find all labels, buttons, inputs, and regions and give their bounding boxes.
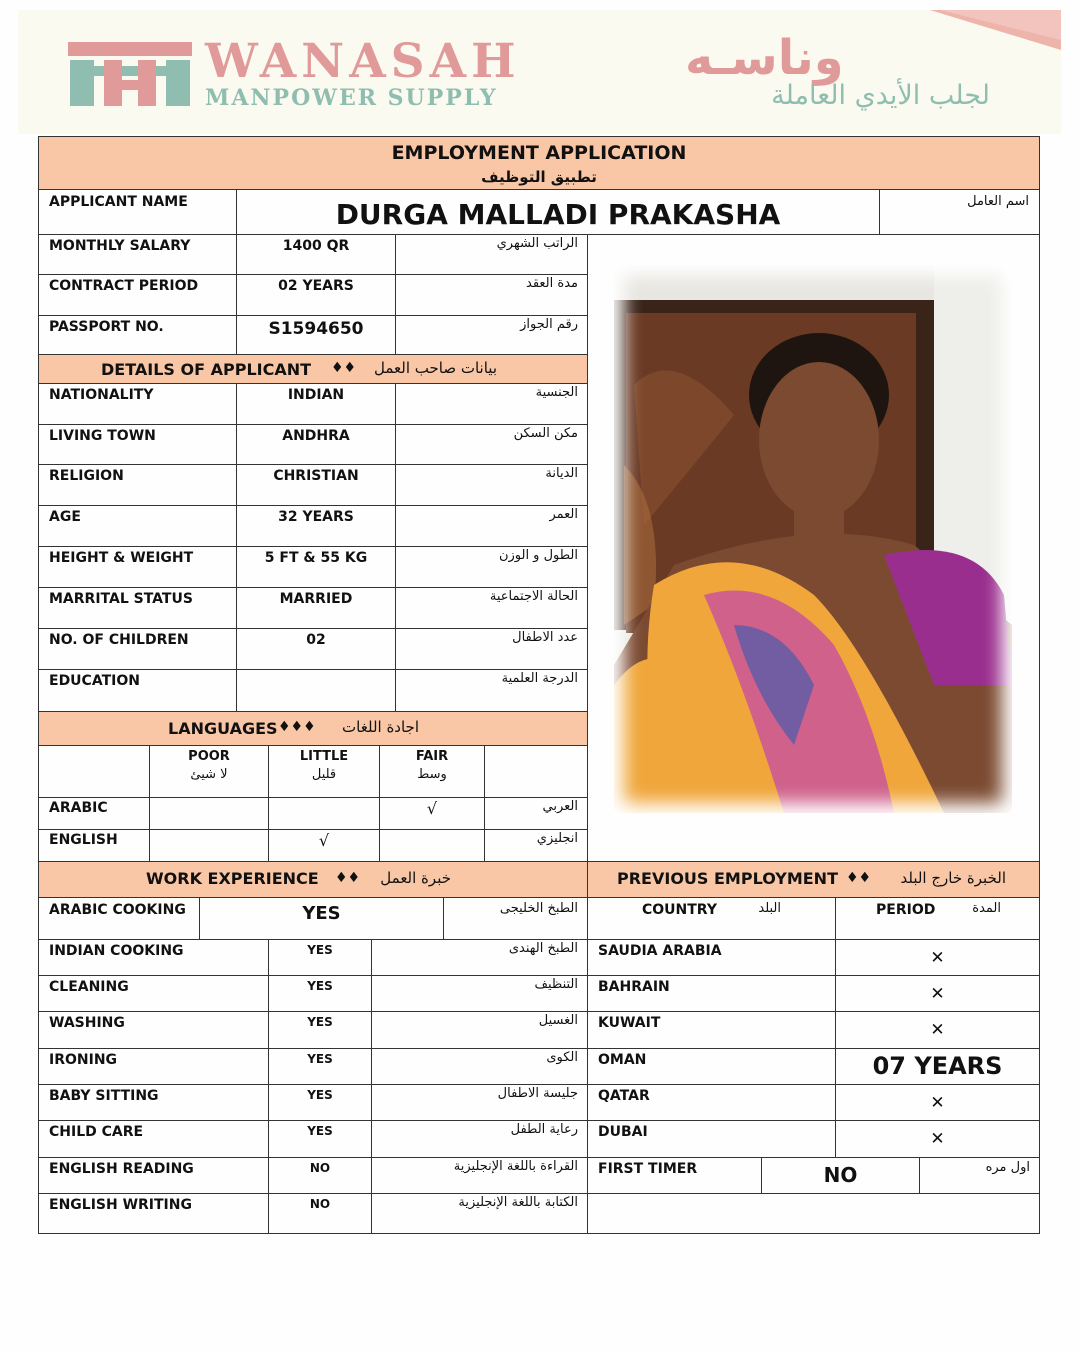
detail-label-cell (38, 628, 237, 670)
country-header-arabic: البلد (758, 901, 781, 916)
empty-bottom-right-cell (587, 1193, 1040, 1234)
period-value: 07 YEARS (872, 1052, 1003, 1080)
applicant-name-cell (236, 189, 880, 235)
detail-value: 02 (306, 632, 326, 648)
detail-label: AGE (49, 509, 81, 525)
detail-value-cell (236, 464, 396, 506)
detail-arabic-cell (395, 546, 588, 588)
work-first-label-cell (38, 897, 200, 940)
period-cell (835, 975, 1040, 1012)
work-value: YES (307, 1052, 333, 1066)
detail-label: LIVING TOWN (49, 428, 156, 444)
passport-label: PASSPORT NO. (49, 319, 164, 335)
country-cell (587, 975, 836, 1012)
work-first-value-cell (199, 897, 444, 940)
country-header-cell (587, 897, 836, 940)
passport-value: S1594650 (268, 319, 364, 339)
detail-label: RELIGION (49, 468, 124, 484)
details-heading-arabic: بيانات صاحب العمل (374, 359, 497, 377)
work-value: NO (309, 1161, 331, 1175)
work-heading: WORK EXPERIENCE (146, 869, 319, 888)
detail-value: INDIAN (287, 387, 345, 403)
previous-heading: PREVIOUS EMPLOYMENT (617, 869, 838, 888)
work-label-cell (38, 1157, 269, 1194)
language-label: ARABIC (49, 800, 108, 816)
detail-label-cell (38, 383, 237, 425)
level-little: LITTLE (299, 749, 349, 764)
country-name: SAUDIA ARABIA (598, 943, 722, 959)
level-poor: POOR (188, 749, 230, 764)
first-timer-label: FIRST TIMER (598, 1161, 698, 1177)
work-value-cell (268, 1084, 372, 1121)
contract-label-cell (38, 274, 237, 316)
level-fair-cell (379, 745, 485, 798)
work-value-cell (268, 1157, 372, 1194)
salary-label-arabic: الراتب الشهري (496, 236, 578, 251)
languages-heading-cell (38, 711, 588, 746)
period-header-cell (835, 897, 1040, 940)
wanasah-logo-icon (68, 40, 192, 108)
language-label-arabic: العربي (542, 799, 578, 814)
languages-corner-right (484, 745, 588, 798)
work-diamonds-icon: ♦♦ (335, 870, 361, 886)
details-diamonds-icon: ♦♦ (331, 360, 357, 376)
detail-value-cell (236, 628, 396, 670)
work-label-arabic: الكوى (546, 1050, 578, 1065)
passport-label-arabic: رقم الجواز (520, 317, 578, 332)
work-arabic-cell (371, 1048, 588, 1085)
language-fair-mark: √ (426, 799, 438, 818)
work-value: YES (307, 1015, 333, 1029)
work-label: IRONING (49, 1052, 118, 1068)
languages-heading-arabic: اجادة اللغات (342, 718, 419, 736)
country-header: COUNTRY (642, 902, 717, 918)
level-poor-arabic: لا شيئ (190, 767, 228, 782)
language-poor-cell (149, 797, 269, 830)
work-arabic-cell (371, 939, 588, 976)
detail-arabic-cell (395, 383, 588, 425)
detail-arabic-cell (395, 628, 588, 670)
work-arabic-cell (371, 1120, 588, 1158)
detail-value-cell (236, 383, 396, 425)
detail-label: NO. OF CHILDREN (49, 632, 189, 648)
detail-arabic-cell (395, 505, 588, 547)
language-poor-cell (149, 829, 269, 862)
salary-arabic-cell (395, 234, 588, 275)
work-label-cell (38, 975, 269, 1012)
language-little-cell (268, 797, 380, 830)
contract-value: 02 YEARS (278, 278, 354, 294)
language-label-cell (38, 829, 150, 862)
brand-tagline-arabic: لجلب الأيدي العاملة (771, 80, 990, 111)
country-name: BAHRAIN (598, 979, 670, 995)
detail-label-cell (38, 424, 237, 465)
period-none-mark: ✕ (930, 1020, 945, 1040)
work-label-arabic: القراءة باللغة الإنجليزية (453, 1159, 578, 1174)
salary-label-cell (38, 234, 237, 275)
work-value-cell (268, 939, 372, 976)
detail-label-arabic: عدد الاطفال (512, 630, 578, 645)
work-arabic-cell (371, 1084, 588, 1121)
work-label-arabic: الطبخ الهندى (508, 941, 578, 956)
country-name: QATAR (598, 1088, 650, 1104)
country-name: KUWAIT (598, 1015, 661, 1031)
work-value-cell (268, 1120, 372, 1158)
work-value: YES (307, 943, 333, 957)
form-title-arabic: تطبيق التوظيف (481, 168, 597, 186)
work-label-cell (38, 939, 269, 976)
level-fair: FAIR (415, 749, 449, 764)
period-cell (835, 1120, 1040, 1158)
work-first-label-arabic: الطبخ الخليجى (499, 901, 578, 916)
language-label-cell (38, 797, 150, 830)
detail-value: CHRISTIAN (273, 468, 359, 484)
language-fair-cell (379, 829, 485, 862)
first-timer-label-cell (587, 1157, 762, 1194)
work-value: YES (307, 1088, 333, 1102)
work-arabic-cell (371, 1193, 588, 1234)
salary-value: 1400 QR (282, 238, 350, 254)
work-value-cell (268, 1193, 372, 1234)
previous-heading-cell (587, 861, 1040, 898)
languages-diamonds-icon: ♦♦♦ (278, 719, 316, 735)
period-none-mark: ✕ (930, 1093, 945, 1113)
previous-diamonds-icon: ♦♦ (846, 870, 872, 886)
detail-value: 5 FT & 55 KG (264, 550, 368, 566)
detail-arabic-cell (395, 424, 588, 465)
first-timer-arabic-cell (919, 1157, 1040, 1194)
work-label: BABY SITTING (49, 1088, 159, 1104)
detail-label-arabic: مكن السكن (513, 426, 578, 441)
passport-label-cell (38, 315, 237, 355)
contract-value-cell (236, 274, 396, 316)
period-cell (835, 1011, 1040, 1049)
work-label-cell (38, 1193, 269, 1234)
brand-name-arabic: وناسـه (685, 30, 844, 86)
work-label-cell (38, 1011, 269, 1049)
work-arabic-cell (371, 1011, 588, 1049)
detail-label-cell (38, 587, 237, 629)
period-cell (835, 1084, 1040, 1121)
work-label: CHILD CARE (49, 1124, 144, 1140)
languages-heading: LANGUAGES (168, 719, 278, 738)
detail-label-cell (38, 464, 237, 506)
period-header-arabic: المدة (972, 901, 1001, 916)
country-cell (587, 1011, 836, 1049)
detail-label-arabic: الديانة (545, 466, 578, 481)
work-arabic-cell (371, 975, 588, 1012)
level-fair-arabic: وسط (417, 767, 447, 782)
detail-label-cell (38, 669, 237, 712)
brand-name: WANASAH (205, 34, 521, 89)
work-value: YES (307, 979, 333, 993)
first-timer-label-arabic: اول مره (985, 1160, 1030, 1175)
level-poor-cell (149, 745, 269, 798)
work-label-arabic: رعاية الطفل (510, 1122, 578, 1137)
period-cell (835, 1048, 1040, 1085)
applicant-name-arabic-cell (879, 189, 1040, 235)
detail-label-arabic: الطول و الوزن (498, 548, 578, 563)
work-first-label: ARABIC COOKING (49, 902, 186, 918)
contract-label-arabic: مدة العقد (526, 276, 578, 291)
salary-value-cell (236, 234, 396, 275)
country-name: OMAN (598, 1052, 647, 1068)
detail-value-cell (236, 505, 396, 547)
detail-label: NATIONALITY (49, 387, 154, 403)
country-name: DUBAI (598, 1124, 648, 1140)
language-label-arabic: انجليزي (536, 831, 578, 846)
detail-label-arabic: الدرجة العلمية (501, 671, 578, 686)
detail-value-cell (236, 669, 396, 712)
detail-label: HEIGHT & WEIGHT (49, 550, 194, 566)
country-cell (587, 1084, 836, 1121)
detail-value-cell (236, 546, 396, 588)
period-none-mark: ✕ (930, 984, 945, 1004)
country-cell (587, 1120, 836, 1158)
level-little-arabic: قليل (311, 767, 337, 782)
period-none-mark: ✕ (930, 948, 945, 968)
detail-label-cell (38, 505, 237, 547)
period-header: PERIOD (876, 902, 936, 918)
detail-label-arabic: الحالة الاجتماعية (489, 589, 578, 604)
work-value-cell (268, 1048, 372, 1085)
detail-value-cell (236, 587, 396, 629)
detail-label-arabic: العمر (549, 507, 578, 522)
passport-value-cell (236, 315, 396, 355)
work-value: NO (309, 1197, 331, 1211)
language-fair-cell (379, 797, 485, 830)
period-none-mark: ✕ (930, 1129, 945, 1149)
salary-label: MONTHLY SALARY (49, 238, 191, 254)
detail-value-cell (236, 424, 396, 465)
detail-value: MARRIED (279, 591, 353, 607)
language-label: ENGLISH (49, 832, 118, 848)
first-timer-value-cell (761, 1157, 920, 1194)
applicant-photo (614, 265, 1012, 813)
work-label: ENGLISH READING (49, 1161, 194, 1177)
language-arabic-cell (484, 797, 588, 830)
work-first-arabic-cell (443, 897, 588, 940)
detail-label: MARRITAL STATUS (49, 591, 193, 607)
detail-arabic-cell (395, 464, 588, 506)
first-timer-value: NO (823, 1163, 858, 1187)
period-cell (835, 939, 1040, 976)
work-heading-cell (38, 861, 588, 898)
work-value: YES (307, 1124, 333, 1138)
work-value-cell (268, 975, 372, 1012)
detail-value: 32 YEARS (278, 509, 354, 525)
work-label: ENGLISH WRITING (49, 1197, 192, 1213)
contract-label: CONTRACT PERIOD (49, 278, 199, 294)
work-label: CLEANING (49, 979, 129, 995)
brand-tagline: MANPOWER SUPPLY (205, 85, 498, 111)
details-heading: DETAILS OF APPLICANT (101, 360, 312, 379)
corner-ribbon-decoration (930, 10, 1061, 50)
applicant-name: DURGA MALLADI PRAKASHA (335, 198, 781, 231)
form-title-cell (38, 136, 1040, 190)
country-cell (587, 1048, 836, 1085)
contract-arabic-cell (395, 274, 588, 316)
detail-arabic-cell (395, 669, 588, 712)
country-cell (587, 939, 836, 976)
work-arabic-cell (371, 1157, 588, 1194)
language-little-cell (268, 829, 380, 862)
detail-label-cell (38, 546, 237, 588)
level-little-cell (268, 745, 380, 798)
work-label-cell (38, 1084, 269, 1121)
details-heading-cell (38, 354, 588, 384)
work-label-arabic: الغسيل (538, 1013, 578, 1028)
work-label-arabic: الكتابة باللغة الإنجليزية (458, 1195, 578, 1210)
work-value-cell (268, 1011, 372, 1049)
work-label: WASHING (49, 1015, 125, 1031)
work-label-arabic: جليسة الاطفال (497, 1086, 578, 1101)
work-label-arabic: التنظيف (534, 977, 578, 992)
language-little-mark: √ (318, 831, 330, 850)
languages-corner-cell (38, 745, 150, 798)
previous-heading-arabic: الخبرة خارج البلد (900, 869, 1006, 887)
form-title: EMPLOYMENT APPLICATION (391, 142, 687, 164)
work-heading-arabic: خبرة العمل (380, 869, 451, 887)
work-label: INDIAN COOKING (49, 943, 184, 959)
language-arabic-cell (484, 829, 588, 862)
work-label-cell (38, 1120, 269, 1158)
detail-value: ANDHRA (282, 428, 350, 444)
detail-label: EDUCATION (49, 673, 140, 689)
applicant-name-label-arabic: اسم العامل (967, 194, 1029, 209)
detail-arabic-cell (395, 587, 588, 629)
applicant-name-label-cell (38, 189, 237, 235)
passport-arabic-cell (395, 315, 588, 355)
detail-label-arabic: الجنسية (535, 385, 578, 400)
work-label-cell (38, 1048, 269, 1085)
applicant-name-label: APPLICANT NAME (49, 194, 188, 210)
work-first-value: YES (302, 903, 341, 924)
